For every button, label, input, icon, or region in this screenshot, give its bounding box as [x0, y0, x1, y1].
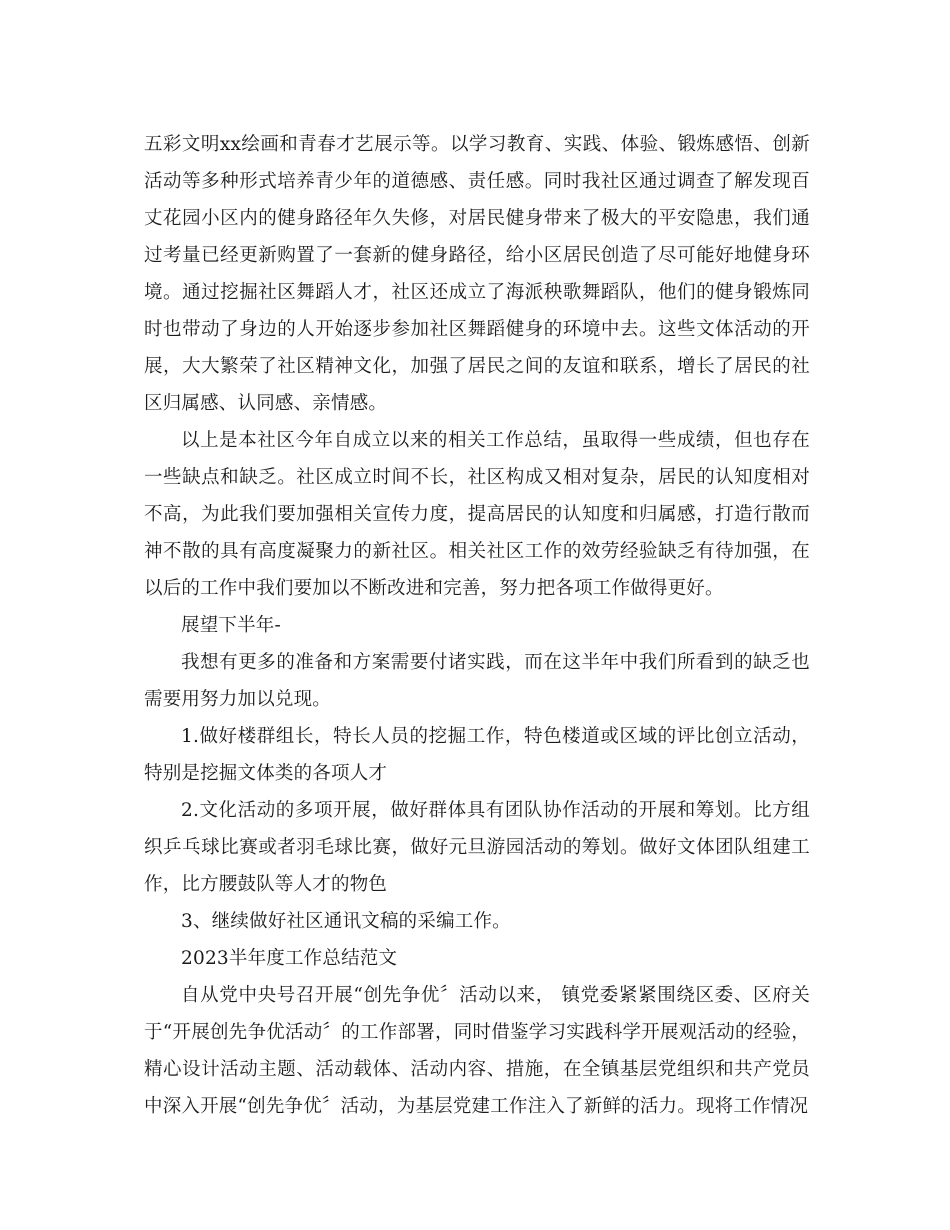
paragraph-community-activities: 五彩文明xx绘画和青春才艺展示等。以学习教育、实践、体验、锻炼感悟、创新活动等多种形式培养青少年的道德感、责任感。同时我社区通过调查了解发现百丈花园小区内的健身路径年久失修，对居民健身带来了极大的平安隐患，我们通过考量已经更新购置了一套新的健身路径，给小区居民创造了尽可能好地健身环境。通过挖掘社区舞蹈人才，社区还成立了海派秧歌舞蹈队，他们的健身锻炼同时也带动了身边的人开始逐步参加社区舞蹈健身的环境中去。这些文体活动的开展，大大繁荣了社区精神文化，加强了居民之间的友谊和联系，增长了居民的社区归属感、认同感、亲情感。	[144, 134, 810, 414]
document-body	[144, 126, 810, 1125]
paragraph-summary: 以上是本社区今年自成立以来的相关工作总结，虽取得一些成绩，但也存在一些缺点和缺乏。社区成立时间不长，社区构成又相对复杂，居民的认知度相对不高，为此我们要加强相关宣传力度，提高居民的认知度和归属感，打造行散而神不散的具有高度凝聚力的新社区。相关社区工作的效劳经验缺乏有待加强，在以后的工作中我们要加以不断改进和完善，努力把各项工作做得更好。	[144, 430, 810, 599]
paragraph-party-work: 自从党中央号召开展“创先争优〞活动以来， 镇党委紧紧围绕区委、区府关于“开展创先争优活动〞的工作部署，同时借鉴学习实践科学开展观活动的经验，精心设计活动主题、活动载体、活动内容、措施，在全镇基层党组织和共产党员中深入开展“创先争优〞活动，为基层党建工作注入了新鲜的活力。现将工作情况	[144, 985, 810, 1117]
paragraph-outlook-heading: 展望下半年-	[181, 615, 281, 636]
section-title: 2023半年度工作总结范文	[181, 948, 398, 969]
list-item-3: 3、继续做好社区通讯文稿的采编工作。	[181, 911, 511, 932]
list-item-2: 2.文化活动的多项开展，做好群体具有团队协作活动的开展和筹划。比方组织乒乓球比赛或者羽毛球比赛，做好元旦游园活动的筹划。做好文体团队组建工作，比方腰鼓队等人才的物色	[144, 800, 810, 895]
paragraph-outlook-intro: 我想有更多的准备和方案需要付诸实践，而在这半年中我们所看到的缺乏也需要用努力加以兑现。	[144, 652, 810, 710]
list-item-1: 1.做好楼群组长，特长人员的挖掘工作，特色楼道或区域的评比创立活动，特别是挖掘文体类的各项人才	[144, 726, 810, 784]
